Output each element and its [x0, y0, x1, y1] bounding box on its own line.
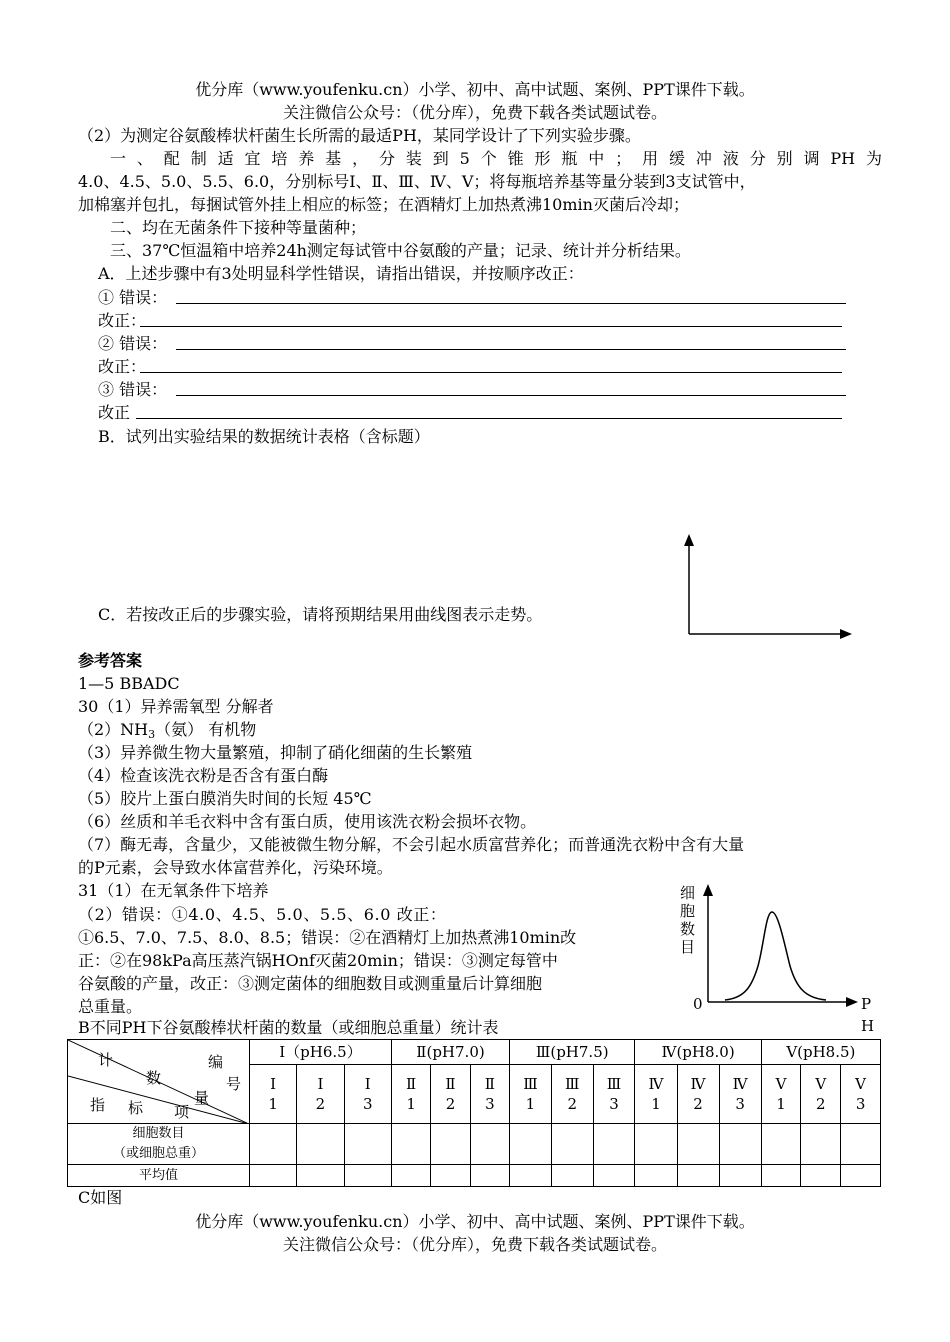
sub-header-13: Ⅴ 1 [761, 1065, 801, 1124]
cell-average-8[interactable] [551, 1165, 593, 1187]
fix-2-label: 改正： [98, 357, 147, 376]
step1-line-c: 加棉塞并包扎，每捆试管外挂上相应的标签；在酒精灯上加热煮沸10min灭菌后冷却； [78, 195, 689, 214]
group-header-2: Ⅱ(pH7.0) [391, 1040, 509, 1065]
question-intro: （2）为测定谷氨酸棒状杆菌生长所需的最适PH，某同学设计了下列实验步骤。 [78, 126, 641, 145]
answer-31-2e: 总重量。 [78, 997, 143, 1016]
sub-header-8: Ⅲ 2 [551, 1065, 593, 1124]
group-header-4: Ⅳ(pH8.0) [635, 1040, 761, 1065]
cell-count-3[interactable] [344, 1124, 391, 1165]
sub-header-4: Ⅱ 1 [391, 1065, 430, 1124]
part-a-prompt: A．上述步骤中有3处明显科学性错误，请指出错误，并按顺序改正： [98, 264, 584, 283]
answer-30-4: （4）检查该洗衣粉是否含有蛋白酶 [78, 766, 329, 785]
row-label-average: 平均值 [68, 1165, 250, 1187]
statistics-table [67, 1039, 881, 1187]
group-header-5: Ⅴ(pH8.5) [761, 1040, 880, 1065]
corner-bian: 编 [208, 1053, 224, 1071]
graph-origin: 0 [693, 995, 703, 1013]
error-3-label: ③ 错误： [98, 380, 168, 399]
sub-header-6: Ⅱ 3 [470, 1065, 509, 1124]
fix-1-blank[interactable] [140, 326, 842, 327]
cell-count-11[interactable] [677, 1124, 719, 1165]
fix-1-label: 改正： [98, 311, 147, 330]
error-1-label: ① 错误： [98, 288, 168, 307]
footer-line-2: 关注微信公众号：（优分库），免费下载各类试题试卷。 [282, 1235, 667, 1254]
corner-hao: 号 [226, 1075, 242, 1093]
error-3-blank[interactable] [176, 395, 846, 396]
sub-header-14: Ⅴ 2 [801, 1065, 841, 1124]
answer-31-1: 31（1）在无氧条件下培养 [78, 881, 269, 900]
answer-30-3: （3）异养微生物大量繁殖，抑制了硝化细菌的生长繁殖 [78, 743, 473, 762]
cell-average-15[interactable] [841, 1165, 881, 1187]
corner-biao: 标 [128, 1099, 144, 1117]
cell-average-5[interactable] [431, 1165, 470, 1187]
answer-mc: 1—5 BBADC [78, 674, 180, 693]
answer-30-7a: （7）酶无毒，含量少，又能被微生物分解，不会引起水质富营养化；而普通洗衣粉中含有大量 [78, 835, 745, 854]
fix-3-blank[interactable] [136, 418, 842, 419]
error-2-blank[interactable] [176, 349, 846, 350]
sub-header-5: Ⅱ 2 [431, 1065, 470, 1124]
answer-30-1: 30（1）异养需氧型 分解者 [78, 697, 274, 716]
sub-header-3: Ⅰ 3 [344, 1065, 391, 1124]
graph-y-label: 细 胞 数 目 [680, 884, 696, 956]
cell-average-13[interactable] [761, 1165, 801, 1187]
row-label-cell-count: 细胞数目 （或细胞总重） [68, 1124, 250, 1165]
answer-31-2d: 谷氨酸的产量，改正：③测定菌体的细胞数目或测重量后计算细胞 [78, 974, 543, 993]
cell-average-12[interactable] [719, 1165, 761, 1187]
sub-header-1: Ⅰ 1 [250, 1065, 297, 1124]
header-line-1: 优分库（www.youfenku.cn）小学、初中、高中试题、案例、PPT课件下载。 [195, 80, 755, 99]
answer-graph [690, 882, 865, 1012]
error-1-blank[interactable] [176, 303, 846, 304]
cell-count-1[interactable] [250, 1124, 297, 1165]
fix-3-label: 改正 [98, 403, 131, 422]
cell-count-10[interactable] [635, 1124, 677, 1165]
sub-header-7: Ⅲ 1 [510, 1065, 552, 1124]
sub-header-10: Ⅳ 1 [635, 1065, 677, 1124]
sub-header-2: Ⅰ 2 [297, 1065, 344, 1124]
cell-count-6[interactable] [470, 1124, 509, 1165]
cell-average-3[interactable] [344, 1165, 391, 1187]
graph-x-label: P H [861, 995, 875, 1035]
cell-average-6[interactable] [470, 1165, 509, 1187]
cell-average-9[interactable] [593, 1165, 635, 1187]
cell-average-14[interactable] [801, 1165, 841, 1187]
corner-liang: 量 [194, 1089, 210, 1107]
answer-31-2b: ①6.5、7.0、7.5、8.0、8.5；错误：②在酒精灯上加热煮沸10min改 [78, 928, 577, 947]
answer-31-2c: 正：②在98kPa高压蒸汽锅HOnf灭菌20min；错误：③测定每管中 [78, 951, 558, 970]
fix-2-blank[interactable] [140, 372, 842, 373]
cell-count-14[interactable] [801, 1124, 841, 1165]
cell-average-4[interactable] [391, 1165, 430, 1187]
error-2-label: ② 错误： [98, 334, 168, 353]
header-line-2: 关注微信公众号：（优分库），免费下载各类试题试卷。 [282, 103, 667, 122]
step2: 二、均在无菌条件下接种等量菌种； [110, 218, 367, 237]
answer-30-6: （6）丝质和羊毛衣料中含有蛋白质，使用该洗衣粉会损坏衣物。 [78, 812, 537, 831]
cell-count-12[interactable] [719, 1124, 761, 1165]
corner-ji: 计 [98, 1051, 114, 1069]
corner-xiang: 项 [174, 1103, 190, 1121]
cell-average-11[interactable] [677, 1165, 719, 1187]
cell-count-5[interactable] [431, 1124, 470, 1165]
group-header-1: Ⅰ（pH6.5） [250, 1040, 392, 1065]
cell-average-7[interactable] [510, 1165, 552, 1187]
answer-30-2: $(2)NH_3$（氨） 有机物 [78, 720, 257, 741]
graph-x-arrow [846, 997, 858, 1007]
bell-curve [725, 912, 826, 1000]
blank-y-arrow [684, 534, 694, 546]
answer-31-c: C如图 [78, 1188, 123, 1207]
blank-axes[interactable] [680, 532, 860, 644]
step1-line-a: 一、配制适宜培养基，分装到5个锥形瓶中；用缓冲液分别调PH为 [110, 149, 882, 168]
answers-title: 参考答案 [78, 651, 143, 670]
corner-shu: 数 [146, 1069, 162, 1087]
part-c-prompt: C．若按改正后的步骤实验，请将预期结果用曲线图表示走势。 [98, 605, 543, 624]
footer-line-1: 优分库（www.youfenku.cn）小学、初中、高中试题、案例、PPT课件下载。 [195, 1212, 755, 1231]
cell-average-10[interactable] [635, 1165, 677, 1187]
cell-count-9[interactable] [593, 1124, 635, 1165]
group-header-3: Ⅲ(pH7.5) [510, 1040, 635, 1065]
answer-31-b: B不同PH下谷氨酸棒状杆菌的数量（或细胞总重量）统计表 [78, 1018, 499, 1037]
cell-count-2[interactable] [297, 1124, 344, 1165]
cell-count-13[interactable] [761, 1124, 801, 1165]
part-b-prompt: B．试列出实验结果的数据统计表格（含标题） [98, 427, 430, 446]
cell-average-1[interactable] [250, 1165, 297, 1187]
cell-count-15[interactable] [841, 1124, 881, 1165]
corner-zhi: 指 [90, 1096, 106, 1114]
cell-count-8[interactable] [551, 1124, 593, 1165]
answer-31-2a: （2）错误：①4.0、4.5、5.0、5.5、6.0 改正： [78, 905, 447, 924]
sub-header-15: Ⅴ 3 [841, 1065, 881, 1124]
cell-count-4[interactable] [391, 1124, 430, 1165]
sub-header-11: Ⅳ 2 [677, 1065, 719, 1124]
answer-30-7b: 的P元素，会导致水体富营养化，污染环境。 [78, 858, 393, 877]
graph-y-arrow [703, 884, 713, 896]
answer-30-5: （5）胶片上蛋白膜消失时间的长短 45℃ [78, 789, 372, 808]
step1-line-b: 4.0、4.5、5.0、5.5、6.0，分别标号Ⅰ、Ⅱ、Ⅲ、Ⅳ、Ⅴ；将每瓶培养基等量分装到3支试管中， [78, 172, 756, 191]
sub-header-12: Ⅳ 3 [719, 1065, 761, 1124]
blank-x-arrow [840, 629, 852, 639]
step3: 三、37℃恒温箱中培养24h测定每试管中谷氨酸的产量；记录、统计并分析结果。 [110, 241, 691, 260]
cell-count-7[interactable] [510, 1124, 552, 1165]
sub-header-9: Ⅲ 3 [593, 1065, 635, 1124]
table-corner-cell [68, 1040, 250, 1124]
cell-average-2[interactable] [297, 1165, 344, 1187]
